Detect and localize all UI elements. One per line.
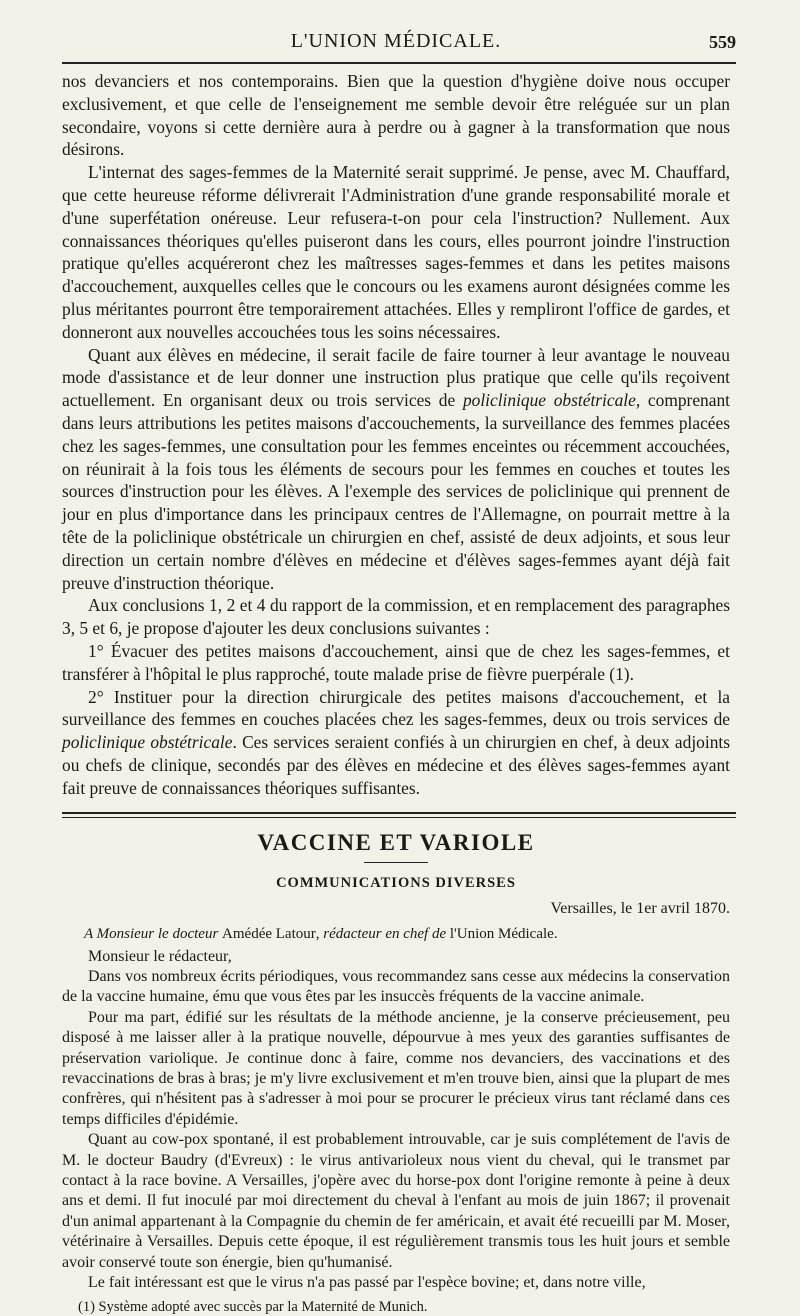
address-journal: l'Union Médicale bbox=[449, 925, 554, 942]
italic-term: policlinique obstétricale bbox=[462, 390, 636, 411]
address-middle: , rédacteur en chef de bbox=[315, 925, 450, 942]
paragraph: L'internat des sages-femmes de la Maternité serait supprimé. Je pense, avec M. Chauffard, que cette heureuse réforme délivrerait l'Administration d'une grande responsabilité morale et d'une superfétation onéreuse. Leur refusera-t-on pour cela l'instruction? Nullement. Aux connaissances théoriques qu'elles puiseront dans les cours, elles pourront joindre l'instruction pratique qu'elles acquéreront chez les maîtresses sages-femmes et dans les petites maisons d'accouchement, auxquelles celles que le concours ou les examens auront désignées comme les plus méritantes pourront être temporairement attachées. Elles y rempliront l'office de gardes, et donneront aux nouvelles accouchées tous les soins nécessaires. bbox=[62, 162, 730, 342]
conclusion-1: 1° Évacuer des petites maisons d'accouchement, ainsi que de chez les sages-femmes, et transférer à l'hôpital le plus rapproché, toute malade prise de fièvre puerpérale (1). bbox=[62, 640, 730, 684]
running-title: L'UNION MÉDICALE. bbox=[290, 30, 502, 52]
paragraph: Quant au cow-pox spontané, il est probablement introuvable, car je suis complétement de l'avis de M. le docteur Baudry (d'Evreux) : le virus antivarioleux nous vient du cheval, qui le transmet par contact à la race bovine. A Versailles, j'opère avec du horse-pox dont l'origine remonte à peine à deux ans et demi. Il fut inoculé par moi directement du cheval à l'enfant au mois de juin 1867; il provenait d'un animal appartenant à la Compagnie du chemin de fer américain, et avait été recueilli par M. Moser, vétérinaire à Versailles. Depuis cette époque, il est régulièrement transmis tous les huit jours et semble avoir conservé toute son énergie, bien qu'humanisé. bbox=[62, 1131, 730, 1271]
header-rule bbox=[62, 62, 736, 64]
text-run: , comprenant dans leurs attributions les petites maisons d'accouchements, la surveillance des femmes placées chez les sages-femmes, une consultation pour les femmes enceintes ou récemment accouchées, on réunirait à la fois tous les éléments de secours pour les femmes en couches et toutes les sources d'instruction pour les élèves. A l'exemple des services de policlinique qui prennent de jour en plus d'importance dans les principaux centres de l'Allemagne, on pourrait mettre à la tête de la policlinique obstétricale un chirurgien en chef, assisté de deux adjoints, et sous leur direction un certain nombre d'élèves en médecine et d'élèves sages-femmes ayant déjà fait preuve d'instruction théorique. bbox=[62, 390, 730, 593]
salutation: Monsieur le rédacteur, bbox=[88, 947, 232, 965]
title-rule bbox=[364, 862, 428, 863]
section-divider bbox=[62, 812, 736, 818]
paragraph-conclusions: Aux conclusions 1, 2 et 4 du rapport de la commission, et en remplacement des paragraphes 3, 5 et 6, je propose d'ajouter les deux conclusions suivantes : bbox=[62, 595, 730, 639]
page-number: 559 bbox=[709, 32, 736, 52]
paragraph: Pour ma part, édifié sur les résultats de la méthode ancienne, je la conserve précieusement, peu disposé à me laisser aller à la pratique nouvelle, dépourvue à mes yeux des garanties suffisantes de préservation variolique. Je continue donc à faire, comme nos devanciers, des vaccinations et des revaccinations de bras à bras; je m'y livre exclusivement et m'en trouve bien, ainsi que la plupart de mes confrères, qui n'hésitent pas à s'adresser à moi pour se procurer le précieux virus tant réclamé dans ces temps difficiles d'épidémie. bbox=[62, 1008, 730, 1128]
letter-body bbox=[62, 947, 730, 1294]
paragraph: nos devanciers et nos contemporains. Bien que la question d'hygiène doive nous occuper exclusivement, et que celle de l'enseignement me semble devoir être reléguée sur un plan secondaire, voyons si cette dernière aura à perdre ou à gagner à la transformation que nous désirons. bbox=[62, 71, 730, 160]
paragraph: Dans vos nombreux écrits périodiques, vous recommandez sans cesse aux médecins la conservation de la vaccine humaine, ému que vous êtes par les insuccès fréquents de la vaccine animale. bbox=[62, 967, 730, 1006]
subsection-title: COMMUNICATIONS DIVERSES bbox=[276, 874, 516, 891]
conclusion-2 bbox=[62, 686, 730, 800]
address-prefix: A Monsieur le docteur bbox=[84, 925, 223, 942]
article-continuation bbox=[62, 70, 730, 800]
address-end: . bbox=[553, 925, 558, 942]
address-name: Amédée Latour bbox=[222, 925, 316, 942]
text-run: Quant aux élèves en médecine, il serait facile de faire tourner à leur avantage le nouveau mode d'assistance et de leur donner une instruction plus pratique que celle qu'ils reçoivent actuellement. En organisant deux ou trois services de bbox=[62, 344, 730, 411]
paragraph-clinic bbox=[62, 344, 730, 595]
letter-address bbox=[62, 926, 730, 943]
letter-dateline: Versailles, le 1er avril 1870. bbox=[550, 899, 730, 917]
footnote: (1) Système adopté avec succès par la Maternité de Munich. bbox=[78, 1299, 428, 1316]
italic-term: policlinique obstétricale bbox=[62, 732, 233, 753]
text-run: . Ces services seraient confiés à un chirurgien en chef, à deux adjoints ou chefs de clinique, secondés par des élèves en médecine et des élèves sages-femmes ayant fait preuve de connaissances théoriques suffisantes. bbox=[62, 732, 730, 798]
section-title: VACCINE ET VARIOLE bbox=[257, 829, 535, 855]
text-run: 2° Instituer pour la direction chirurgicale des petites maisons d'accouchement, et la surveillance des femmes en couches placées chez les sages-femmes, deux ou trois services de bbox=[62, 686, 730, 730]
paragraph: Le fait intéressant est que le virus n'a pas passé par l'espèce bovine; et, dans notre ville, bbox=[88, 1274, 646, 1291]
page-header bbox=[62, 26, 736, 60]
